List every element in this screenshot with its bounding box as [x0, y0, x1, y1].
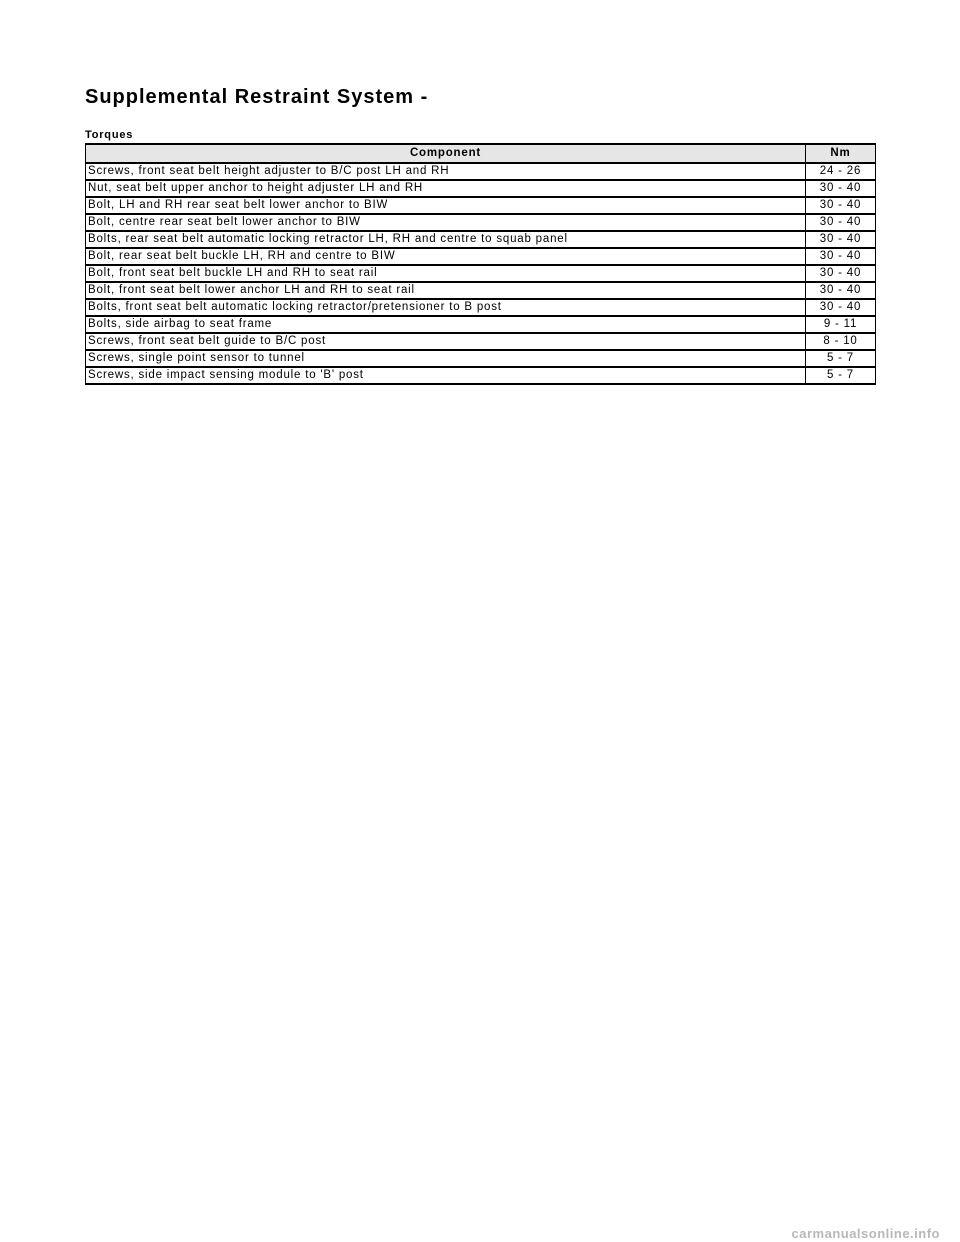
component-cell: Screws, side impact sensing module to 'B' post [86, 367, 806, 384]
component-cell: Bolts, front seat belt automatic locking retractor/pretensioner to B post [86, 299, 806, 316]
component-cell: Bolt, front seat belt lower anchor LH and RH to seat rail [86, 282, 806, 299]
table-row [86, 231, 876, 248]
component-cell: Bolts, side airbag to seat frame [86, 316, 806, 333]
column-header-nm: Nm [806, 144, 876, 163]
torque-cell: 30 - 40 [806, 299, 876, 316]
section-label-torques: Torques [85, 129, 134, 141]
table-row [86, 265, 876, 282]
component-cell: Screws, front seat belt guide to B/C post [86, 333, 806, 350]
torque-cell: 30 - 40 [806, 214, 876, 231]
torque-cell: 30 - 40 [806, 265, 876, 282]
table-row [86, 248, 876, 265]
torque-cell: 30 - 40 [806, 282, 876, 299]
table-header-row [86, 144, 876, 163]
component-cell: Bolt, rear seat belt buckle LH, RH and centre to BIW [86, 248, 806, 265]
torque-cell: 30 - 40 [806, 180, 876, 197]
component-cell: Nut, seat belt upper anchor to height adjuster LH and RH [86, 180, 806, 197]
component-cell: Screws, single point sensor to tunnel [86, 350, 806, 367]
component-cell: Screws, front seat belt height adjuster to B/C post LH and RH [86, 163, 806, 180]
torques-table [85, 143, 876, 385]
component-cell: Bolts, rear seat belt automatic locking retractor LH, RH and centre to squab panel [86, 231, 806, 248]
table-row [86, 299, 876, 316]
torque-cell: 30 - 40 [806, 248, 876, 265]
torque-cell: 5 - 7 [806, 367, 876, 384]
table-row [86, 333, 876, 350]
table-row [86, 214, 876, 231]
component-cell: Bolt, LH and RH rear seat belt lower anchor to BIW [86, 197, 806, 214]
component-cell: Bolt, front seat belt buckle LH and RH to seat rail [86, 265, 806, 282]
torque-cell: 8 - 10 [806, 333, 876, 350]
torque-cell: 24 - 26 [806, 163, 876, 180]
footer-watermark: carmanualsonline.info [791, 1226, 940, 1241]
table-row [86, 350, 876, 367]
table-row [86, 163, 876, 180]
torque-cell: 30 - 40 [806, 197, 876, 214]
component-cell: Bolt, centre rear seat belt lower anchor to BIW [86, 214, 806, 231]
torque-cell: 5 - 7 [806, 350, 876, 367]
table-row [86, 282, 876, 299]
torque-cell: 9 - 11 [806, 316, 876, 333]
torque-cell: 30 - 40 [806, 231, 876, 248]
column-header-component: Component [86, 144, 806, 163]
page-title: Supplemental Restraint System - [85, 86, 429, 108]
table-row [86, 180, 876, 197]
table-row [86, 316, 876, 333]
table-row [86, 197, 876, 214]
table-row [86, 367, 876, 384]
